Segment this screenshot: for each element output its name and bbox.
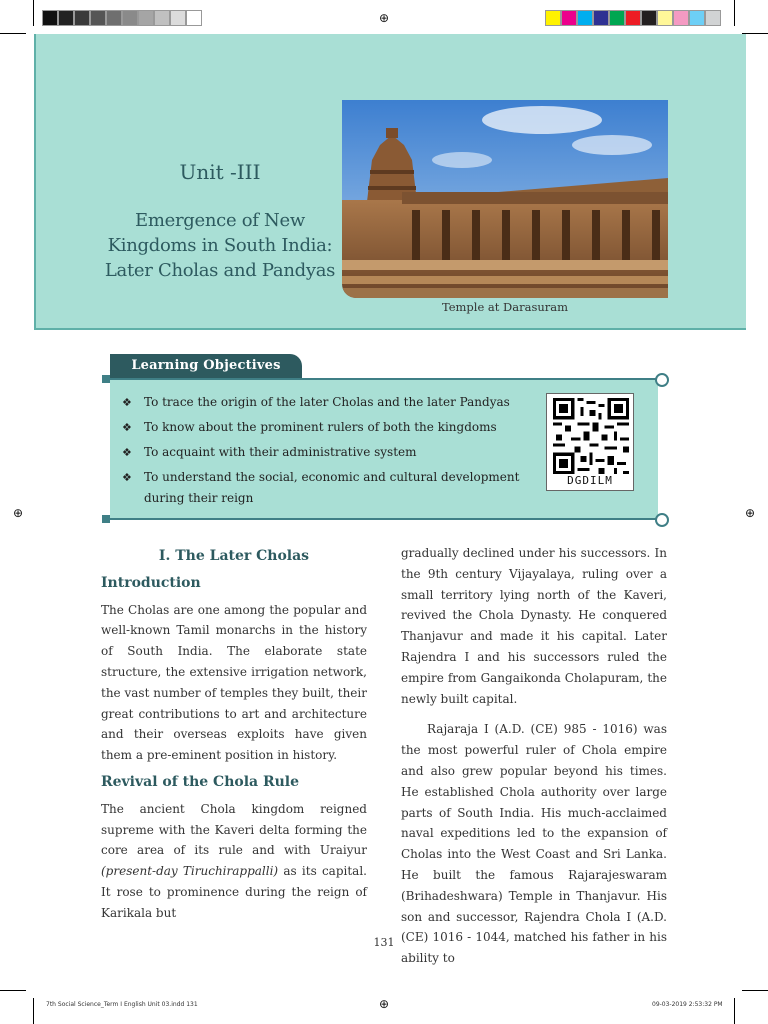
list-item: ❖ To know about the prominent rulers of both the kingdoms: [122, 417, 542, 438]
footer-timestamp: 09-03-2019 2:53:32 PM: [652, 1001, 723, 1008]
crop-mark: [33, 998, 34, 1024]
crop-mark: [0, 33, 26, 34]
crop-mark: [734, 998, 735, 1024]
list-item: ❖ To understand the social, economic and cultural development during their reign: [122, 467, 542, 509]
diamond-bullet-icon: ❖: [122, 396, 132, 409]
grayscale-bar: [42, 10, 202, 26]
diamond-bullet-icon: ❖: [122, 471, 132, 484]
diamond-bullet-icon: ❖: [122, 421, 132, 434]
qr-code-icon: [553, 398, 629, 474]
qr-code-box[interactable]: [546, 393, 634, 491]
registration-mark-icon: ⊕: [12, 506, 24, 520]
registration-mark-icon: ⊕: [378, 11, 390, 25]
unit-title: Unit -III: [179, 160, 261, 184]
crop-mark: [742, 990, 768, 991]
section-heading-introduction: Introduction: [101, 574, 201, 591]
page-number: 131: [373, 936, 395, 949]
box-corner-marker: [102, 515, 110, 523]
list-item: ❖ To acquaint with their administrative system: [122, 442, 542, 463]
qr-code-label: DGDILM: [567, 474, 613, 487]
section-title: I. The Later Cholas: [158, 548, 310, 564]
footer-file-info: 7th Social Science_Term I English Unit 03.indd 131: [46, 1001, 198, 1008]
color-bar: [545, 10, 721, 26]
left-column: [101, 546, 367, 924]
section-heading-revival: Revival of the Chola Rule: [101, 773, 300, 790]
photo-caption: Temple at Darasuram: [441, 300, 569, 314]
paragraph-revival: The ancient Chola kingdom reigned supreme with the Kaveri delta forming the core area of its rule and with Uraiyur (present-day Tiruchirappalli) as its capital. It rose to prominence during the reign of Karikala but: [101, 801, 367, 920]
box-corner-marker: [102, 375, 110, 383]
learning-objectives-tab: Learning Objectives: [110, 354, 302, 378]
box-line-end-marker: [655, 513, 669, 527]
paragraph-rajaraja: Rajaraja I (A.D. (CE) 985 - 1016) was the most powerful ruler of Chola empire and also grew popular beyond his times. He established Chola authority over large parts of South India. His much-acclaimed naval expeditions led to the expansion of Cholas into the West Coast and Sri Lanka. He built the famous Rajarajeswaram (Brihadeshwara) Temple in Thanjavur. His son and successor, Rajendra Chola I (A.D. (CE) 1016 - 1044, matched his father in his ability to: [401, 722, 667, 966]
right-column: [401, 543, 667, 969]
crop-mark: [734, 0, 735, 26]
registration-mark-icon: ⊕: [378, 997, 390, 1011]
objectives-list: [122, 392, 542, 513]
crop-mark: [33, 0, 34, 26]
paragraph-continuation: gradually declined under his successors. In the 9th century Vijayalaya, ruling over a small territory lying north of the Kaveri, revived the Chola Dynasty. He conquered Thanjavur and made it his capital. Later Rajendra I and his successors ruled the empire from Gangaikonda Cholapuram, the newly built capital.: [401, 546, 667, 706]
crop-mark: [0, 990, 26, 991]
box-line-end-marker: [655, 373, 669, 387]
temple-photo: [342, 100, 668, 298]
paragraph-introduction: The Cholas are one among the popular and well-known Tamil monarchs in the history of South India. The elaborate state structure, the extensive irrigation network, the vast number of temples they built, their great contributions to art and architecture and their overseas exploits have given them a pre-eminent position in history.: [101, 602, 367, 763]
diamond-bullet-icon: ❖: [122, 446, 132, 459]
list-item: ❖ To trace the origin of the later Cholas and the later Pandyas: [122, 392, 542, 413]
chapter-title: Emergence of New Kingdoms in South India: Later Cholas and Pandyas: [104, 210, 336, 281]
registration-mark-icon: ⊕: [744, 506, 756, 520]
